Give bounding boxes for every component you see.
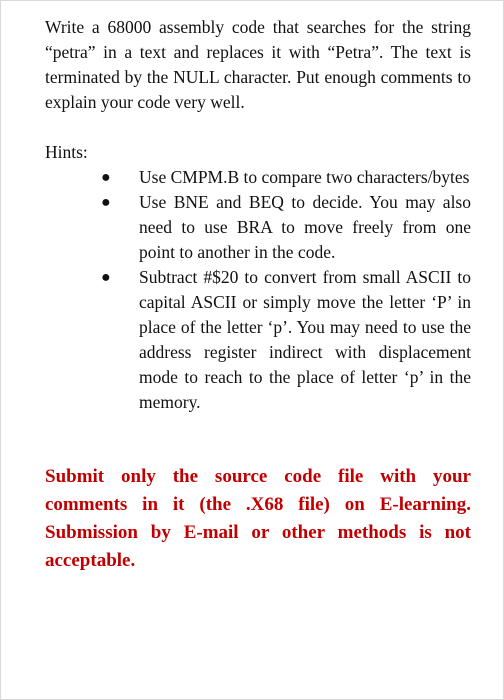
hint-item [95, 190, 471, 265]
hint-text: Use BNE and BEQ to decide. You may also need to use BRA to move freely from one point to another in the code. [139, 192, 471, 262]
bullet-icon: ● [101, 194, 111, 211]
hint-item [95, 265, 471, 415]
hint-text: Use CMPM.B to compare two characters/bytes [139, 167, 470, 187]
bullet-icon: ● [101, 169, 111, 186]
document-content [45, 15, 471, 575]
hints-heading: Hints: [45, 142, 88, 162]
assignment-instructions: Write a 68000 assembly code that searches for the string “petra” in a text and replaces it with “Petra”. The text is terminated by the NULL character. Put enough comments to explain your code very well. [45, 17, 471, 112]
submission-note: Submit only the source code file with your comments in it (the .X68 file) on E-learning. Submission by E-mail or other methods is not acceptable. [45, 466, 471, 571]
bullet-icon: ● [101, 269, 111, 286]
hints-list [45, 165, 471, 415]
hint-text: Subtract #$20 to convert from small ASCII to capital ASCII or simply move the letter ‘P’ in place of the letter ‘p’. You may need to use the address register indirect with displacement mode to reach to the place of letter ‘p’ in the memory. [139, 267, 471, 412]
hint-item [95, 165, 471, 190]
